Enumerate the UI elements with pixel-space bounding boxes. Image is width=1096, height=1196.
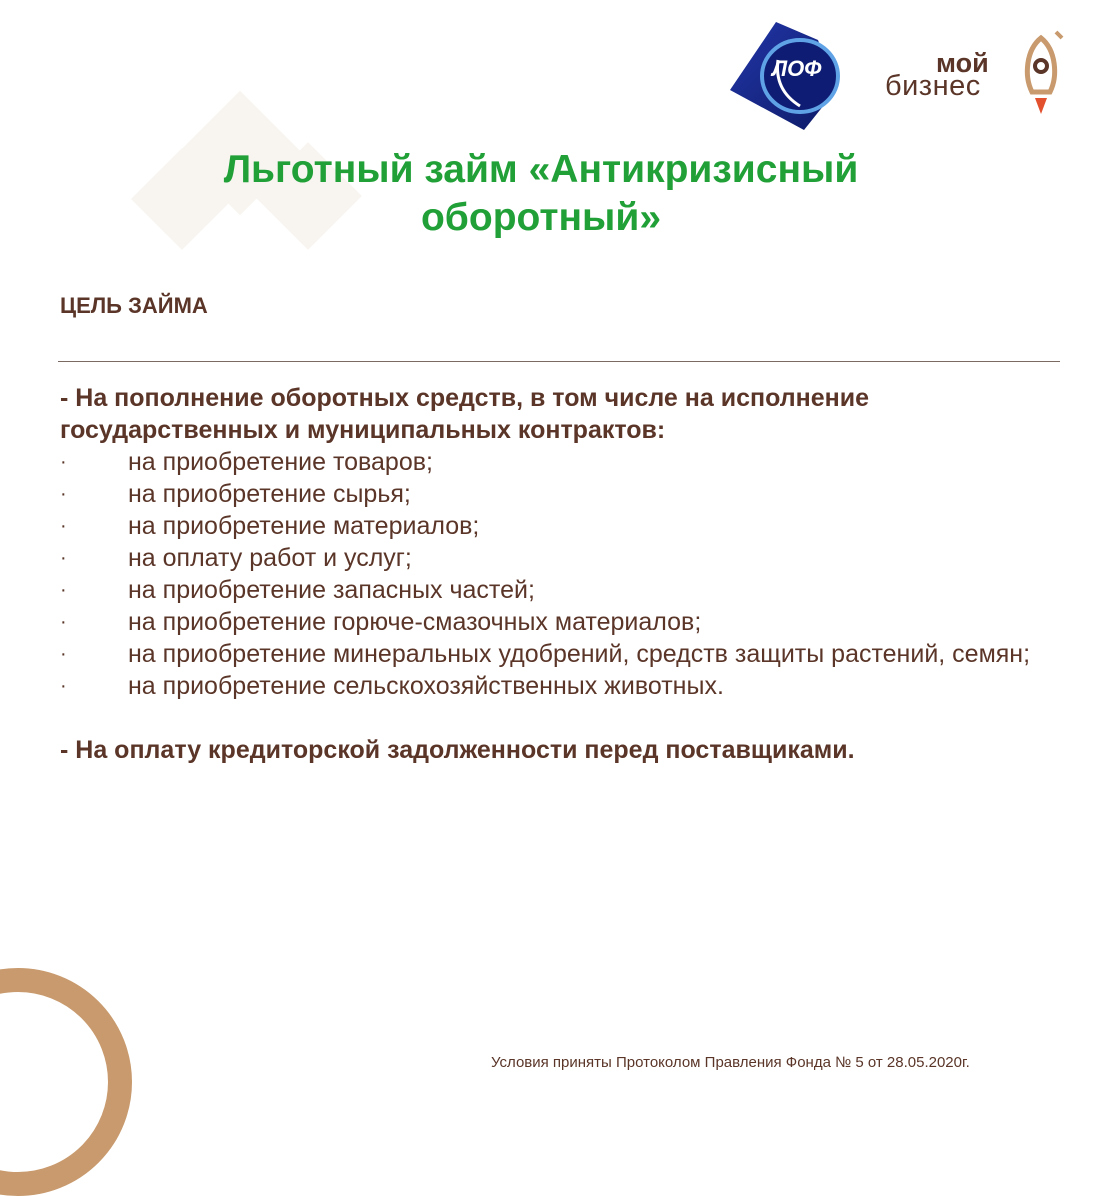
list-item: [60, 542, 1040, 574]
bullet-list: [60, 446, 1040, 702]
spacer: [60, 702, 1040, 734]
list-item-text: на приобретение сырья;: [128, 480, 411, 508]
bullet-icon: ·: [60, 547, 67, 569]
list-item: [60, 606, 1040, 638]
list-item-text: на приобретение минеральных удобрений, средств защиты растений, семян;: [128, 640, 1031, 668]
list-item: [60, 670, 1040, 702]
page-title-line2: оборотный»: [420, 196, 662, 239]
mb-logo-line1: мой: [936, 48, 989, 78]
list-item-text: на приобретение товаров;: [128, 448, 433, 476]
mb-logo-line2: бизнес: [885, 70, 981, 102]
bullet-icon: ·: [60, 611, 67, 633]
lof-logo-text: ЛОФ: [772, 56, 822, 81]
list-item: [60, 510, 1040, 542]
goal-heading: ЦЕЛЬ ЗАЙМА: [60, 293, 208, 318]
page-title-line1: Льготный займ «Антикризисный: [223, 148, 859, 191]
footnote: Условия приняты Протоколом Правления Фонда № 5 от 28.05.2020г.: [491, 1054, 970, 1071]
second-lead-paragraph: - На оплату кредиторской задолженности перед поставщиками.: [60, 736, 855, 764]
list-item: [60, 478, 1040, 510]
page-title: [0, 146, 1082, 242]
bullet-icon: ·: [60, 579, 67, 601]
bullet-icon: ·: [60, 451, 67, 473]
list-item-text: на приобретение горюче-смазочных материалов;: [128, 608, 702, 636]
list-item-text: на приобретение сельскохозяйственных животных.: [128, 672, 724, 700]
list-item: [60, 446, 1040, 478]
bullet-icon: ·: [60, 483, 67, 505]
content-block: [60, 382, 1040, 766]
list-item: [60, 638, 1040, 670]
lead-paragraph: - На пополнение оборотных средств, в том числе на исполнение государственных и муниципальных контрактов:: [60, 384, 869, 444]
divider: [58, 361, 1060, 362]
bullet-icon: ·: [60, 515, 67, 537]
list-item-text: на приобретение запасных частей;: [128, 576, 535, 604]
decor-ring: [0, 968, 132, 1196]
bullet-icon: ·: [60, 675, 67, 697]
list-item-text: на оплату работ и услуг;: [128, 544, 412, 572]
rocket-icon: [1016, 30, 1066, 116]
list-item: [60, 574, 1040, 606]
bullet-icon: ·: [60, 643, 67, 665]
list-item-text: на приобретение материалов;: [128, 512, 480, 540]
